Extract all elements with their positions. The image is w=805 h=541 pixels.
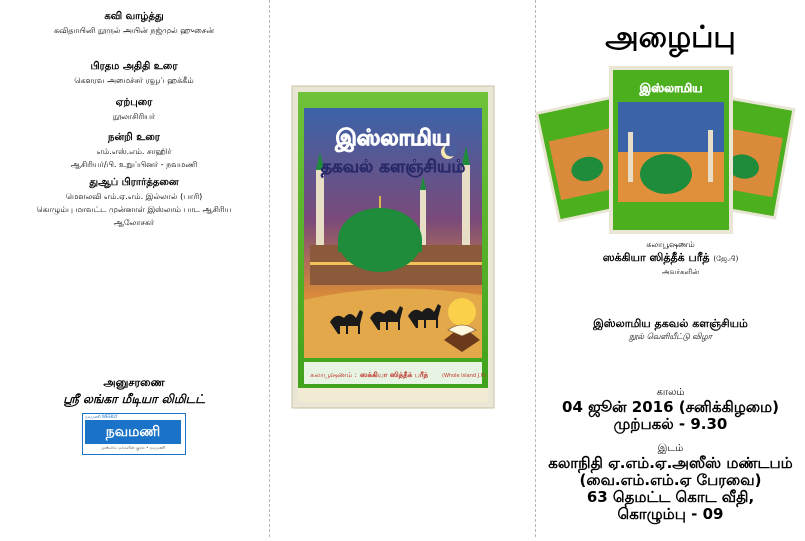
program-item <box>0 131 268 171</box>
program-name: கௌரவ அமைச்சர் ரவூப் ஹக்கீம் <box>74 76 194 85</box>
book-title-line2: தகவல் களஞ்சியம் <box>320 157 466 177</box>
logo-tagline: முஸ்லிம் மக்களின் குரல் • நவமணி <box>100 445 166 450</box>
logo-text: நவமணி <box>85 420 181 444</box>
venue-block <box>536 442 805 523</box>
author-suffix: (ஜே.பி) <box>713 255 739 263</box>
program-item <box>0 10 268 37</box>
compiler-label: கலாபூஷணம் : <box>310 371 357 379</box>
program-panel <box>0 0 268 537</box>
author-tail: அவர்களின் <box>661 268 700 276</box>
program-item <box>0 60 268 87</box>
invitation-panel <box>536 0 805 537</box>
venue-line: கொழும்பு - 09 <box>617 505 724 523</box>
program-item <box>0 176 268 229</box>
sponsor-name: ஸ்ரீ லங்கா மீடியா லிமிடட் <box>63 392 205 406</box>
author-block <box>536 239 805 277</box>
venue-line: 63 தெமட்ட கொட வீதி, <box>586 488 755 506</box>
minaret-icon <box>316 170 324 250</box>
program-title: பிரதம அதிதி உரை <box>90 61 178 72</box>
invite-title-wrap <box>536 16 805 64</box>
sponsor-heading: அனுசரணை <box>103 376 165 389</box>
navamani-logo <box>82 413 186 455</box>
book-cover <box>270 0 536 537</box>
stack-book-title: இஸ்லாமிய <box>639 81 703 95</box>
book-name: இஸ்லாமிய தகவல் களஞ்சியம் <box>593 317 748 330</box>
logo-small-text: நவமணி WEEKLY <box>85 414 118 419</box>
venue-line: கலாநிதி ஏ.எம்.ஏ.அஸீஸ் மண்டபம் <box>548 454 793 472</box>
program-name: கவிதாயினி நூருல் அயின் நஜ்முல் ஹுசைன் <box>54 26 214 35</box>
time-label: காலம் <box>656 387 685 398</box>
program-name: ஆசிரியர்/பி. உறுப்பினர் - நவமணி <box>70 160 198 169</box>
venue-line: (வை.எம்.எம்.ஏ பேரவை) <box>579 471 762 489</box>
book-title-line1: இஸ்லாமிய <box>335 126 451 151</box>
minaret-icon <box>462 165 470 250</box>
event-type: நூல் வெளியீட்டு விழா <box>629 332 712 341</box>
program-title: கவி வாழ்த்து <box>104 11 164 22</box>
author-honor: கலாபூஷணம் <box>646 240 695 249</box>
program-name: எம்.எஸ்.எம். சாஹிர் <box>96 147 172 156</box>
program-title: ஏற்புரை <box>115 97 153 108</box>
compiler-qualification: (Whole Island J.P) <box>442 373 486 379</box>
program-title: நன்றி உரை <box>108 132 160 143</box>
event-time: முற்பகல் - 9.30 <box>613 415 728 433</box>
place-label: இடம் <box>657 443 684 454</box>
time-block <box>536 386 805 433</box>
program-name: கொழும்பு மாவட்ட முன்னாள் இஸ்லாம் பாட ஆசிரிய <box>36 205 232 214</box>
program-title: துஆப் பிரார்த்தனை <box>89 177 179 188</box>
book-stack-image <box>536 62 805 237</box>
program-item <box>0 96 268 123</box>
event-date: 04 ஜூன் 2016 (சனிக்கிழமை) <box>562 398 779 416</box>
author-name: ஸக்கியா ஸித்தீக் பரீத் <box>602 251 710 264</box>
invite-title: அழைப்பு <box>605 20 736 55</box>
program-name: நூலாசிரியர் <box>112 112 156 121</box>
program-name: ஆலோசகர் <box>113 218 155 227</box>
book-event-block <box>536 316 805 343</box>
sponsor-section <box>0 375 268 455</box>
compiler-name: ஸக்கியா ஸித்தீக் பரீத் <box>360 371 429 379</box>
book-cover-panel <box>270 0 536 537</box>
program-name: மௌலவி எம்.ஏ.எம். இல்லால் (பாரி) <box>65 192 203 201</box>
